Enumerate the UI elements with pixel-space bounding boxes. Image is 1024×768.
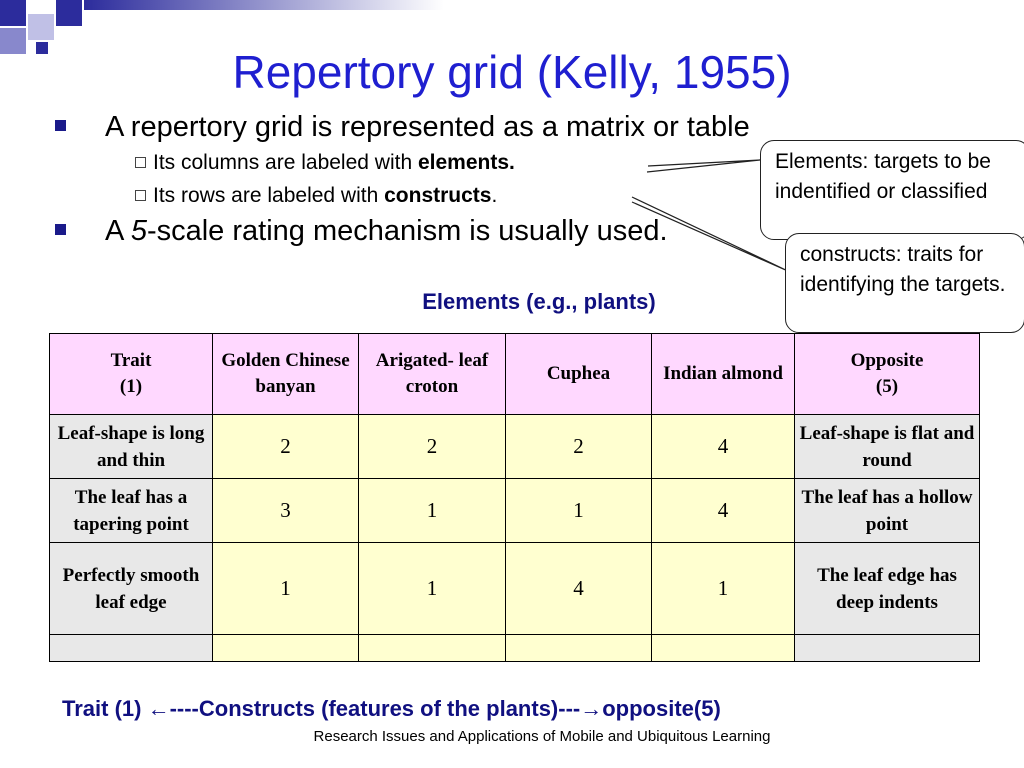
header-opposite: Opposite (5) — [795, 334, 980, 415]
rating-cell: 2 — [506, 415, 652, 479]
trait-cell: Leaf-shape is long and thin — [50, 415, 213, 479]
arrow-left-icon: ← — [147, 696, 170, 721]
rating-cell: 4 — [652, 415, 795, 479]
header-element: Cuphea — [506, 334, 652, 415]
trait-cell: Perfectly smooth leaf edge — [50, 543, 213, 635]
trait-cell: The leaf has a tapering point — [50, 479, 213, 543]
rating-cell — [359, 635, 506, 662]
bullet-matrix: A repertory grid is represented as a matrix or table — [55, 108, 875, 146]
opposite-cell: The leaf has a hollow point — [795, 479, 980, 543]
opposite-cell: Leaf-shape is flat and round — [795, 415, 980, 479]
table-row — [50, 415, 980, 479]
rating-cell: 1 — [506, 479, 652, 543]
sub-bullet-columns: Its columns are labeled with elements. — [55, 146, 875, 179]
arrow-right-icon: → — [580, 696, 603, 721]
rating-cell — [652, 635, 795, 662]
opposite-cell — [795, 635, 980, 662]
header-element: Arigated- leaf croton — [359, 334, 506, 415]
table-row-empty — [50, 635, 980, 662]
rating-cell: 3 — [213, 479, 359, 543]
bullet-scale: A 5-scale rating mechanism is usually used. — [55, 212, 875, 250]
header-trait: Trait (1) — [50, 334, 213, 415]
repertory-grid-table — [49, 333, 980, 662]
rating-cell: 1 — [213, 543, 359, 635]
elements-callout: Elements: targets to be indentified or classified — [760, 140, 1024, 240]
table-row — [50, 543, 980, 635]
sub-bullet-rows: Its rows are labeled with constructs. — [55, 179, 875, 212]
rating-cell: 4 — [652, 479, 795, 543]
rating-cell: 1 — [359, 543, 506, 635]
rating-cell: 2 — [213, 415, 359, 479]
trait-cell — [50, 635, 213, 662]
header-element: Golden Chinese banyan — [213, 334, 359, 415]
rating-cell — [506, 635, 652, 662]
header-element: Indian almond — [652, 334, 795, 415]
rating-cell: 4 — [506, 543, 652, 635]
rating-cell: 1 — [359, 479, 506, 543]
rating-cell: 2 — [359, 415, 506, 479]
rating-cell — [213, 635, 359, 662]
slide-title: Repertory grid (Kelly, 1955) — [232, 46, 792, 98]
scale-legend: Trait (1) ←----Constructs (features of the plants)---→opposite(5) — [62, 696, 721, 721]
rating-cell: 1 — [652, 543, 795, 635]
opposite-cell: The leaf edge has deep indents — [795, 543, 980, 635]
table-row — [50, 479, 980, 543]
table-caption: Elements (e.g., plants) — [422, 289, 656, 314]
header-row — [50, 334, 980, 415]
footer-credit: Research Issues and Applications of Mobile and Ubiquitous Learning — [313, 728, 771, 745]
constructs-callout: constructs: traits for identifying the targets. — [785, 233, 1024, 333]
